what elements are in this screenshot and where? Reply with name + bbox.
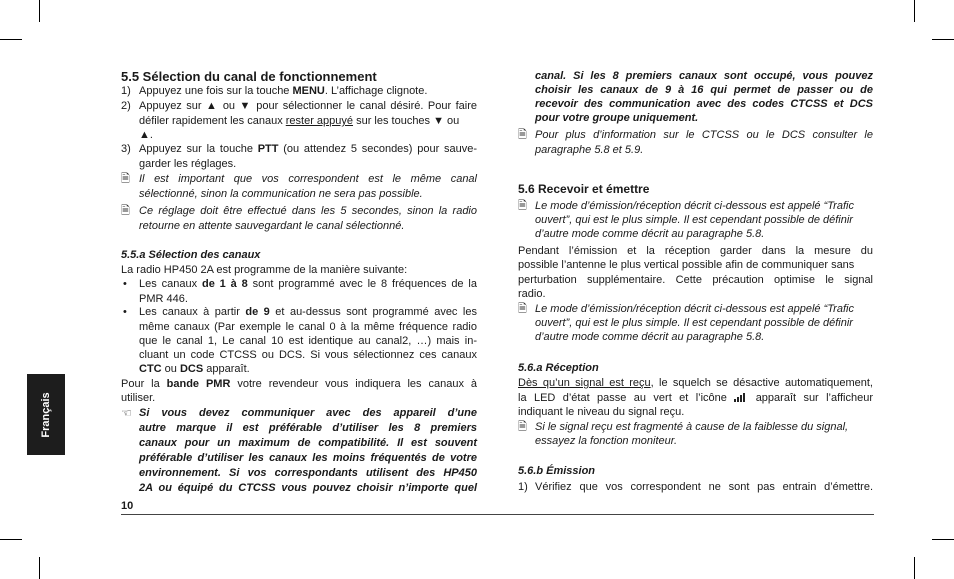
note-icon: 🗎 <box>518 303 527 315</box>
step-2: 2) Appuyez sur ▲ ou ▼ pour sélectionner le canal désiré. Pour faire <box>121 100 477 112</box>
bullet-2-line: CTC ou DCS apparaît. <box>139 363 250 375</box>
step-1: 1) Appuyez une fois sur la touche MENU. L’affichage clignote. <box>121 85 428 97</box>
paragraph: Pendant l’émission et la réception garder dans la mesure du <box>518 245 873 257</box>
bullet-2-line: cluant un code CTCSS ou DCS. Si vous sélectionnez ces canaux <box>139 349 477 361</box>
hand-icon: ☜ <box>121 406 132 420</box>
bullet-1: • Les canaux de 1 à 8 sont programmé avec le 8 fréquences de la <box>123 278 477 290</box>
reception-line: indiquant le niveau du signal reçu. <box>518 406 685 418</box>
note-5-line: ouvert”, qui est le plus simple. Il est cependant possible de définir <box>535 317 853 329</box>
crop-mark <box>914 0 915 22</box>
note-4: 🗎 Le mode d’émission/réception décrit ci-dessous est appelé “Trafic <box>518 200 854 212</box>
note-4-line: d’autre mode comme décrit au paragraphe 5.8. <box>535 228 765 240</box>
note-1: 🗎 Il est important que vos correspondent est le même canal <box>121 173 477 185</box>
tip-line: autre marque il est préférable d’utiliser les 8 premiers <box>139 422 477 434</box>
reception-line: la LED d’état passe au vert et l’icône apparaît sur l’afficheur <box>518 392 873 404</box>
footer-rule <box>121 514 874 515</box>
note-6-line: essayez la fonction moniteur. <box>535 435 678 447</box>
note-2: 🗎 Ce réglage doit être effectué dans les 5 secondes, sinon la radio <box>121 205 477 217</box>
note-4-line: ouvert”, qui est le plus simple. Il est cependant possible de définir <box>535 214 853 226</box>
section-title: 5.6 Recevoir et émettre <box>518 182 650 196</box>
step-3-line: garder les réglages. <box>139 158 237 170</box>
page-number: 10 <box>121 500 134 512</box>
emission-step-1: 1) Vérifiez que vos correspondent ne sont pas entrain d’émettre. <box>518 481 873 493</box>
step-3: 3) Appuyez sur la touche PTT (ou attendez 5 secondes) pour sauve- <box>121 143 478 155</box>
reception-text: Dès qu’un signal est reçu, le squelch se désactive automatiquement, <box>518 377 873 389</box>
intro-text: La radio HP450 2A est programme de la manière suivante: <box>121 264 408 276</box>
crop-mark <box>932 539 954 540</box>
step-2-line: défiler rapidement les canaux rester appuyé sur les touches ▼ ou <box>139 115 460 127</box>
note-1-line: sélectionné, sinon la communication ne sera pas possible. <box>139 188 423 200</box>
paragraph-line: possible l’antenne le plus vertical possible afin de communiquer sans <box>518 259 855 271</box>
language-tab <box>27 374 65 455</box>
paragraph-line: utiliser. <box>121 392 156 404</box>
signal-icon <box>734 392 748 402</box>
paragraph: Pour la bande PMR votre revendeur vous indiquera les canaux à <box>121 378 477 390</box>
tip-line: canaux pour un maximum de compatibilité. Il est souvent <box>139 437 477 449</box>
tip-line: 2A ou équipé du CTCSS vous pouvez choisir n’importe quel <box>139 482 477 494</box>
bullet-2: • Les canaux à partir de 9 et au-dessus sont programmé avec les <box>123 306 477 318</box>
tip-continued: pour votre groupe uniquement. <box>535 112 699 124</box>
crop-mark <box>39 557 40 579</box>
note-2-line: retourne en attente sauvegardant le canal sélectionné. <box>139 220 405 232</box>
note-5-line: d’autre mode comme décrit au paragraphe 5.8. <box>535 331 765 343</box>
bullet-icon: • <box>123 278 127 290</box>
bullet-2-line: même canaux (Par exemple le canal 0 à la même fréquence radio <box>139 321 477 333</box>
note-icon: 🗎 <box>518 200 527 212</box>
subsection-title: 5.5.a Sélection des canaux <box>121 249 261 261</box>
note-6: 🗎 Si le signal reçu est fragmenté à cause de la faiblesse du signal, <box>518 421 849 433</box>
language-tab-label: Français <box>40 391 52 438</box>
step-2-line: ▲. <box>139 129 153 141</box>
note-icon: 🗎 <box>121 205 130 217</box>
paragraph-line: perturbation supplémentaire. Cette précaution optimise le signal <box>518 274 873 286</box>
note-icon: 🗎 <box>518 129 527 141</box>
subsection-title: 5.6.a Réception <box>518 362 599 374</box>
section-title: 5.5 Sélection du canal de fonctionnement <box>121 69 377 84</box>
bullet-1-line: PMR 446. <box>139 293 188 305</box>
tip-line: environnement. Si vos correspondants utilisent des HP450 <box>139 467 477 479</box>
bullet-icon: • <box>123 306 127 318</box>
crop-mark <box>39 0 40 22</box>
note-5: 🗎 Le mode d’émission/réception décrit ci-dessous est appelé “Trafic <box>518 303 854 315</box>
note-3-line: paragraphe 5.8 et 5.9. <box>535 144 644 156</box>
tip-continued: recevoir des communication avec des codes CTCSS et DCS <box>535 98 873 110</box>
note-icon: 🗎 <box>518 421 527 433</box>
bullet-2-line: que le canal 1, Le canal 10 est identique au canal2, …) mais in- <box>139 335 477 347</box>
note-3: 🗎 Pour plus d’information sur le CTCSS ou le DCS consulter le <box>518 129 873 141</box>
tip: ☜ Si vous devez communiquer avec des appareil d’une <box>121 406 477 420</box>
tip-continued: canal. Si les 8 premiers canaux sont occupé, vous pouvez <box>535 70 873 82</box>
paragraph-line: radio. <box>518 288 546 300</box>
tip-continued: choisir les canaux de 9 à 16 qui permet de passer ou de <box>535 84 873 96</box>
note-icon: 🗎 <box>121 173 130 185</box>
crop-mark <box>0 539 22 540</box>
tip-line: préférable d’utiliser les canaux les moins fréquentés de votre <box>139 452 477 464</box>
crop-mark <box>0 39 22 40</box>
crop-mark <box>914 557 915 579</box>
crop-mark <box>932 39 954 40</box>
subsection-title: 5.6.b Émission <box>518 465 596 477</box>
